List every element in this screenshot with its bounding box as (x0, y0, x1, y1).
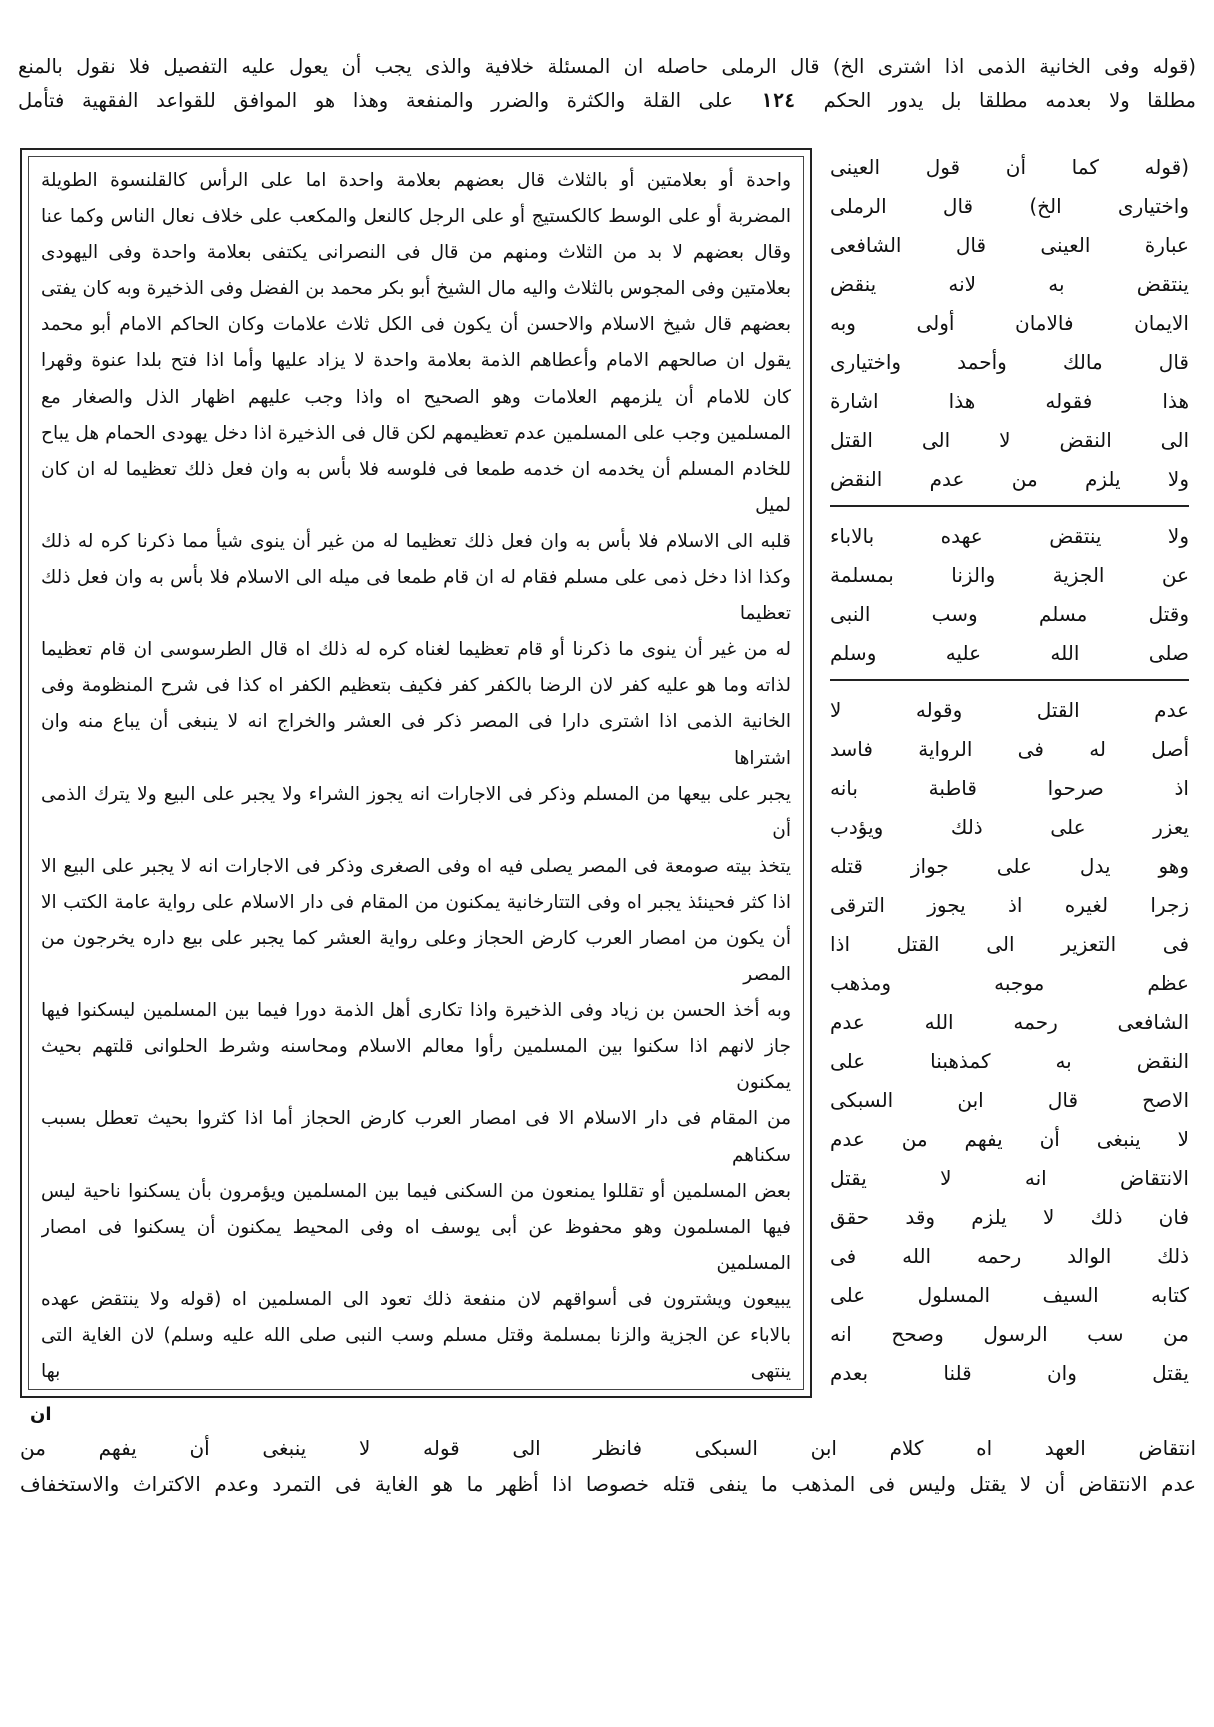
main-text-line: الخانية الذمى اذا اشترى دارا فى المصر ذكر فى العشر والخراج انه لا ينبغى أن يباع منه وان اشتراها (41, 711, 791, 769)
main-text-line: واحدة أو بعلامتين أو بالثلاث قال بعضهم بعلامة واحدة اما على الرأس كالقلنسوة الطويلة (41, 170, 791, 191)
main-text-line: لذاته وما هو عليه كفر لان الرضا بالكفر كفر فكيف بتعظيم الكفر اه كذا فى شرح المنظومة وفى (41, 675, 791, 697)
margin-line: وهو يدل على جواز قتله (830, 854, 1189, 878)
main-text-line: للخادم المسلم أن يخدمه ان خدمه طمعا فى فلوسه فلا بأس به وان فعل ذلك تعظيما له ان كان لميل (41, 458, 791, 516)
margin-line: (قوله كما أن قول العينى (830, 155, 1189, 179)
margin-line: وقتل مسلم وسب النبى (830, 602, 1189, 626)
main-text-line: يتخذ بيته صومعة فى المصر يصلى فيه اه وفى الصغرى وذكر فى الاجارات انه لا يجبر على البيع الا (41, 855, 791, 877)
header-line-2 (18, 84, 1196, 118)
margin-line: عبارة العينى قال الشافعى (830, 233, 1189, 257)
margin-line: من سب الرسول وصحح انه (830, 1322, 1189, 1346)
main-text-line: من المقام فى دار الاسلام الا فى امصار العرب كارض الحجاز أما اذا كثروا بحيث تعطل بسبب سكناهم (41, 1108, 791, 1166)
margin-note-continuation (822, 691, 1197, 1393)
main-text-line: وبه أخذ الحسن بن زياد وفى الذخيرة واذا تكارى أهل الذمة دورا فيما بين المسلمين ليسكنوا فيها (41, 1000, 791, 1022)
margin-line: واختيارى الخ) قال الرملى (830, 194, 1189, 218)
margin-notes-column (822, 148, 1197, 1398)
header-line-2-right: مطلقا ولا بعدمه مطلقا بل يدور الحكم (823, 89, 1196, 112)
margin-line: فى التعزير الى القتل اذا (830, 932, 1189, 956)
margin-line: الشافعى رحمه الله عدم (830, 1010, 1189, 1034)
margin-line: هذا فقوله هذا اشارة (830, 389, 1189, 413)
margin-line: زجرا لغيره اذ يجوز الترقى (830, 893, 1189, 917)
margin-note-matn (822, 517, 1197, 673)
margin-line: ولا ينتقض عهده بالاباء (830, 524, 1189, 548)
margin-line: الاصح قال ابن السبكى (830, 1088, 1189, 1112)
margin-line: عن الجزية والزنا بمسلمة (830, 563, 1189, 587)
page-header (18, 50, 1196, 130)
margin-line: اذ صرحوا قاطبة بانه (830, 776, 1189, 800)
main-text-line: بعضهم قال شيخ الاسلام والاحسن أن يكون فى الكل ثلاث علامات وكان الحاكم الامام أبو محمد (41, 314, 791, 336)
margin-line: صلى الله عليه وسلم (830, 641, 1189, 665)
main-text-line: المضربة أو على الوسط كالكستيج أو على الرجل كالنعل والمكعب على خلاف نعال الناس وكما عنا (41, 206, 791, 228)
margin-line: يعزر على ذلك ويؤدب (830, 815, 1189, 839)
header-line-2-left: على القلة والكثرة والضرر والمنفعة وهذا هو الموافق للقواعد الفقهية فتأمل (18, 89, 734, 112)
main-text-inner-frame (28, 156, 804, 1390)
margin-line: عدم القتل وقوله لا (830, 698, 1189, 722)
main-text-line: بعلامتين وفى المجوس بالثلاث واليه مال الشيخ أبو بكر محمد بن الفضل وفى الذخيرة وبه كان يفتى (41, 278, 791, 300)
main-text-line: بعض المسلمين أو تقللوا يمنعون من السكنى فيما بين المسلمين ويؤمرون بأن يسكنوا ناحية ليس (41, 1180, 791, 1202)
margin-line: لا ينبغى أن يفهم من عدم (830, 1127, 1189, 1151)
main-text-frame (20, 148, 812, 1398)
main-text-line: قلبه الى الاسلام فلا بأس به وان فعل ذلك تعظيما له من غير أن ينوى شيأ مما ذكرنا كره له ذلك (41, 530, 791, 552)
main-text-line: أن يكون من امصار العرب كارض الحجاز وعلى رواية العشر كما يجبر على بيع داره يخرجون من المصر (41, 927, 791, 986)
footer-line-1: انتقاض العهد اه كلام ابن السبكى فانظر الى قوله لا ينبغى أن يفهم من (20, 1436, 1196, 1460)
margin-line: النقض به كمذهبنا على (830, 1049, 1189, 1073)
main-text-line: جاز لانهم اذا سكنوا بين المسلمين رأوا معالم الاسلام ومحاسنه وشرط الحلوانى قلتهم بحيث يمكنون (41, 1036, 791, 1094)
main-text-line: فيها المسلمون وهو محفوظ عن أبى يوسف اه وفى المحيط يمكنون أن يسكنوا فى امصار المسلمين (41, 1216, 791, 1274)
margin-line: ينتقض به لانه ينقض (830, 272, 1189, 296)
page-number: ١٢٤ (760, 89, 796, 112)
main-text-line: كان للامام أن يلزمهم العلامات وهو الصحيح اه واذا وجب عليهم اظهار الذل والصغار مع (41, 386, 791, 408)
margin-line: أصل له فى الرواية فاسد (830, 737, 1189, 761)
margin-line: الايمان فالامان أولى وبه (830, 311, 1189, 335)
margin-line: عظم موجبه ومذهب (830, 971, 1189, 995)
footer-line-2: عدم الانتقاض أن لا يقتل وليس فى المذهب ما ينفى قتله خصوصا اذا أظهر ما هو الغاية فى التمرد وعدم الاكتراث والاستخفاف (20, 1472, 1196, 1496)
header-line-1: (قوله وفى الخانية الذمى اذا اشترى الخ) قال الرملى حاصله ان المسئلة خلافية والذى يجب أن يعول عليه التفصيل فلا نقول بالمنع (18, 55, 1196, 78)
margin-line: كتابه السيف المسلول على (830, 1283, 1189, 1307)
margin-line: يقتل وان قلنا بعدم (830, 1361, 1189, 1385)
margin-line: الى النقض لا الى القتل (830, 428, 1189, 452)
main-text-line: يبيعون ويشترون فى أسواقهم لان منفعة ذلك تعود الى المسلمين اه (قوله ولا ينتقض عهده (41, 1288, 791, 1310)
margin-line: الانتقاض انه لا يقتل (830, 1166, 1189, 1190)
margin-line: ذلك الوالد رحمه الله فى (830, 1244, 1189, 1268)
margin-line: ولا يلزم من عدم النقض (830, 467, 1189, 491)
main-text-line: يجبر على بيعها من المسلم وذكر فى الاجارات انه يجوز الشراء ولا يجبر على البيع ولا يترك الذمى أن (41, 783, 791, 841)
main-text-line: له من غير أن ينوى ما ذكرنا أو قام تعظيما لغناه كره له ذلك اه قال الطرسوسى ان قام تعظيما (41, 639, 791, 661)
margin-line: قال مالك وأحمد واختيارى (830, 350, 1189, 374)
main-text-line: يقول ان صالحهم الامام وأعطاهم الذمة بعلامة واحدة لا يزاد عليها وأما اذا فتح بلدا عنوة وقهرا (41, 350, 791, 372)
main-text-line: وكذا اذا دخل ذمى على مسلم فقام له ان قام طمعا فى ميله الى الاسلام فلا بأس به وان فعل ذلك تعظيما (41, 567, 791, 625)
main-text-line: اذا كثر فحينئذ يجبر اه وفى التتارخانية يمكنون من المقام فى دار الاسلام على رواية عامة الكتب الا (41, 891, 791, 913)
main-text-body (41, 163, 791, 1383)
margin-note-commentary (822, 148, 1197, 499)
main-text-line: بالاباء عن الجزية والزنا بمسلمة وقتل مسلم وسب النبى صلى الله عليه وسلم) لان الغاية التى ينتهى بها (41, 1325, 791, 1383)
catchword: ان (30, 1404, 52, 1425)
main-text-line: المسلمين وجب على المسلمين عدم تعظيمهم لكن قال فى الذخيرة اذا دخل يهودى الحمام هل يباح (41, 422, 791, 444)
main-text-line: وقال بعضهم لا بد من الثلاث ومنهم من قال فى النصرانى يكتفى بعلامة واحدة وفى اليهودى (41, 242, 791, 264)
page-footer-text (20, 1404, 1196, 1502)
margin-divider-1 (830, 505, 1189, 507)
margin-line: فان ذلك لا يلزم وقد حقق (830, 1205, 1189, 1229)
margin-divider-2 (830, 679, 1189, 681)
